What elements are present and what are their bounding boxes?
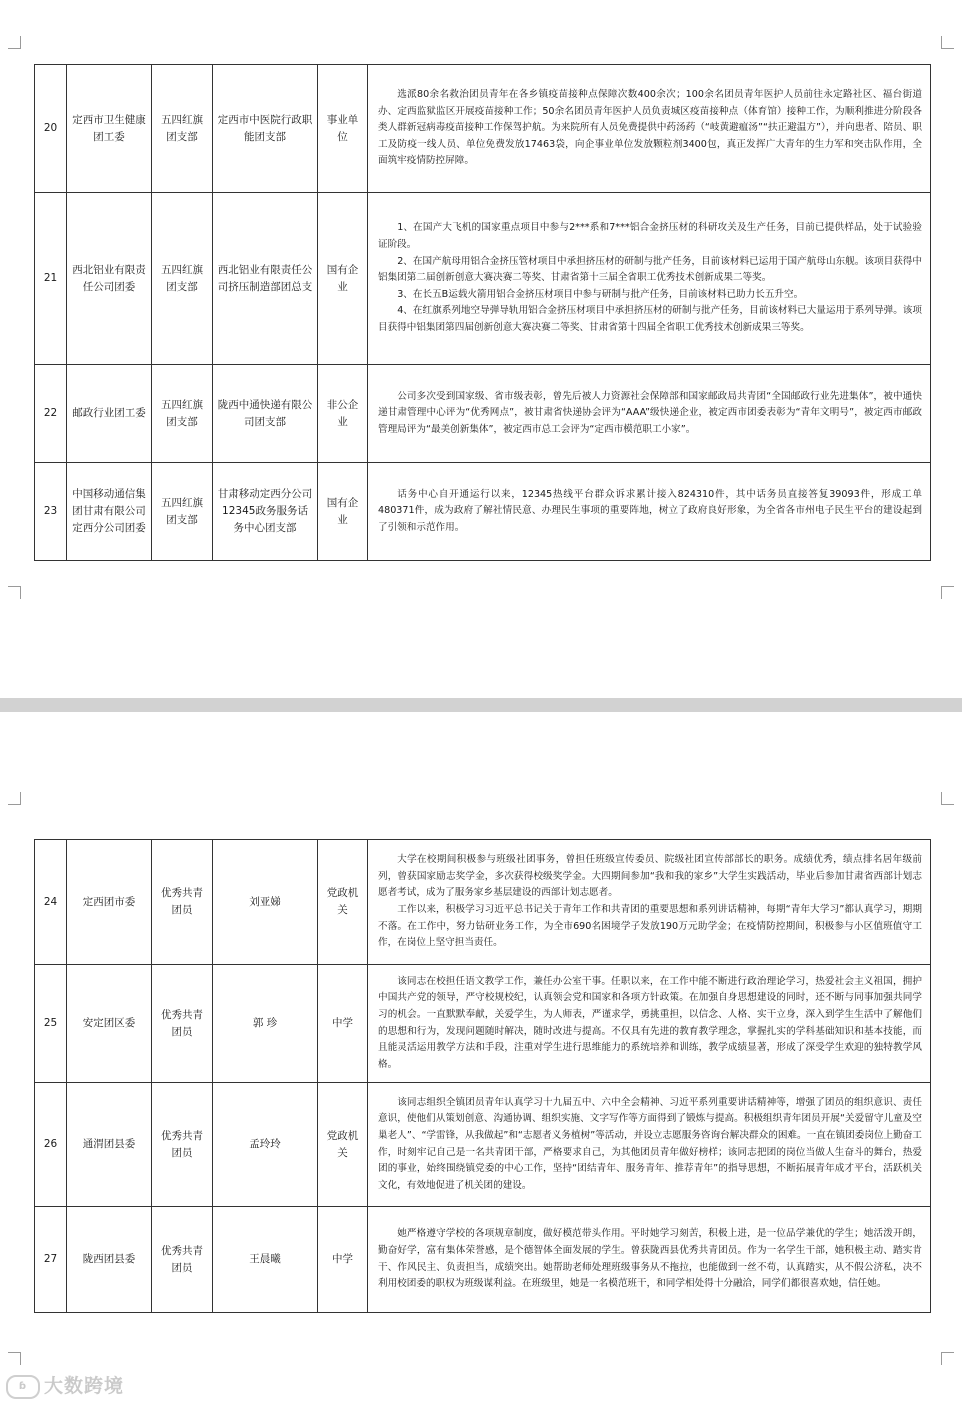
- description-cell: [368, 365, 931, 463]
- category-cell: 优秀共青团员: [152, 965, 213, 1083]
- crop-mark-bottom-left: [8, 586, 21, 599]
- document-page-1: [0, 0, 962, 698]
- category-cell: 优秀共青团员: [152, 1207, 213, 1313]
- table-row: [35, 1207, 931, 1313]
- row-number: 25: [35, 965, 67, 1083]
- name-cell: 郭 珍: [213, 965, 318, 1083]
- description-paragraph: 话务中心自开通运行以来，12345热线平台群众诉求累计接入824310件，其中话务员直接答复39093件，形成工单480371件，成为政府了解社情民意、办理民生事项的重要阵地，树立了政府良好形象，为全省各市州电子民生平台的建设起到了引领和示范作用。: [378, 488, 922, 533]
- unit-cell: 安定团区委: [67, 965, 152, 1083]
- table-row: [35, 193, 931, 365]
- category-cell: 五四红旗团支部: [152, 463, 213, 561]
- dsh-logo-icon: ɓ: [6, 1375, 40, 1399]
- document-page-2: [0, 712, 962, 1401]
- crop-mark-top-left: [8, 36, 21, 49]
- description-cell: [368, 965, 931, 1083]
- table-row: [35, 1083, 931, 1207]
- table-row: [35, 463, 931, 561]
- type-cell: 中学: [318, 965, 368, 1083]
- row-number: 26: [35, 1083, 67, 1207]
- crop-mark-top-right: [941, 36, 954, 49]
- type-cell: 国有企业: [318, 193, 368, 365]
- watermark-text: 大数跨境: [44, 1375, 125, 1397]
- page-separator: [0, 698, 962, 712]
- description-paragraph: 1、在国产大飞机的国家重点项目中参与2***系和7***铝合金挤压材的科研攻关及生产任务，目前已提供样品，处于试验验证阶段。: [378, 222, 922, 251]
- row-number: 23: [35, 463, 67, 561]
- table-row: [35, 840, 931, 965]
- description-paragraph: 3、在长五B运载火箭用铝合金挤压材项目中参与研制与批产任务，目前该材料已助力长五升空。: [397, 288, 804, 300]
- description-cell: [368, 1083, 931, 1207]
- description-paragraph: 公司多次受到国家级、省市级表彰，曾先后被人力资源社会保障部和国家邮政局共青团“全国邮政行业先进集体”，被中通快递甘肃管理中心评为“优秀网点”，被甘肃省快递协会评为“AAA”级快递企业，被定西市团委表彰为“青年文明号”，被定西市邮政管理局评为“最美创新集体”，被定西市总工会评为“定西市模范职工小家”。: [378, 390, 922, 435]
- name-cell: 陇西中通快递有限公司团支部: [213, 365, 318, 463]
- type-cell: 国有企业: [318, 463, 368, 561]
- row-number: 22: [35, 365, 67, 463]
- table-row: [35, 965, 931, 1083]
- description-cell: [368, 65, 931, 193]
- name-cell: 甘肃移动定西分公司12345政务服务话务中心团支部: [213, 463, 318, 561]
- crop-mark-top-left: [8, 792, 21, 805]
- watermark: [6, 1371, 124, 1399]
- description-paragraph: 她严格遵守学校的各项规章制度，做好模范带头作用。平时她学习刻苦，积极上进，是一位品学兼优的学生；她活泼开朗，勤奋好学，富有集体荣誉感，是个德智体全面发展的学生。曾获陇西县优秀共青团员。作为一名学生干部，她积极主动、踏实肯干、作风民主、负责担当，成绩突出。她帮助老师处理班级事务从不拖拉，也能做到一丝不苟，认真踏实，从不假公济私，决不利用校团委的职权为班级谋利益。在班级里，她是一名模范班干，和同学相处得十分融洽，同学们都很喜欢她，信任她。: [378, 1228, 922, 1290]
- unit-cell: 通渭团县委: [67, 1083, 152, 1207]
- description-paragraph: 工作以来，积极学习习近平总书记关于青年工作和共青团的重要思想和系列讲话精神，每期“青年大学习”都认真学习，期期不落。在工作中，努力钻研业务工作，为全市690名困境学子发放190万元助学金；在疫情防控期间，积极参与小区值班值守工作，在岗位上坚守担当责任。: [378, 904, 922, 949]
- type-cell: 非公企业: [318, 365, 368, 463]
- category-cell: 五四红旗团支部: [152, 365, 213, 463]
- unit-cell: 定西团市委: [67, 840, 152, 965]
- category-cell: 优秀共青团员: [152, 840, 213, 965]
- name-cell: 定西市中医院行政职能团支部: [213, 65, 318, 193]
- name-cell: 刘亚娣: [213, 840, 318, 965]
- table-row: [35, 65, 931, 193]
- row-number: 21: [35, 193, 67, 365]
- name-cell: 孟玲玲: [213, 1083, 318, 1207]
- description-paragraph: 4、在红旗系列地空导弹导轨用铝合金挤压材项目中承担挤压材的研制与批产任务，目前该材料已大量运用于系列导弹。该项目获得中铝集团第四届创新创意大赛决赛二等奖、甘肃省第十四届全省职工优秀技术创新成果三等奖。: [378, 305, 922, 333]
- honor-table-page-1: [34, 64, 931, 561]
- category-cell: 五四红旗团支部: [152, 193, 213, 365]
- unit-cell: 邮政行业团工委: [67, 365, 152, 463]
- description-cell: [368, 193, 931, 365]
- type-cell: 中学: [318, 1207, 368, 1313]
- name-cell: 王晨曦: [213, 1207, 318, 1313]
- row-number: 24: [35, 840, 67, 965]
- category-cell: 优秀共青团员: [152, 1083, 213, 1207]
- description-paragraph: 大学在校期间积极参与班级社团事务，曾担任班级宣传委员、院级社团宣传部部长的职务。成绩优秀，绩点排名居年级前列，曾获国家励志奖学金，多次获得校级奖学金。大四期间参加“我和我的家乡”大学生实践活动，毕业后参加甘肃省西部计划志愿者考试，成为了服务家乡基层建设的西部计划志愿者。: [378, 854, 922, 899]
- type-cell: 事业单位: [318, 65, 368, 193]
- unit-cell: 定西市卫生健康团工委: [67, 65, 152, 193]
- type-cell: 党政机关: [318, 840, 368, 965]
- unit-cell: 陇西团县委: [67, 1207, 152, 1313]
- description-paragraph: 该同志组织全镇团员青年认真学习十九届五中、六中全会精神、习近平系列重要讲话精神等，增强了团员的组织意识、责任意识，使他们从策划创意、沟通协调、组织实施、文字写作等方面得到了锻炼与提高。积极组织青年团员开展“关爱留守儿童及空巢老人”、“学雷锋，从我做起”和“志愿者义务植树”等活动，并设立志愿服务咨询台解决群众的困难。一直在镇团委岗位上勤奋工作，时刻牢记自己是一名共青团干部，严格要求自己，为其他团员青年做好榜样；该同志把团的岗位当做人生奋斗的舞台，热爱团的事业，始终围绕镇党委的中心工作，坚持“团结青年、服务青年、推荐青年”的指导思想，不断拓展青年成才平台，活跃机关文化，有效地促进了机关团的建设。: [378, 1096, 922, 1191]
- description-paragraph: 该同志在校担任语文教学工作，兼任办公室干事。任职以来，在工作中能不断进行政治理论学习，热爱社会主义祖国，拥护中国共产党的领导，严守校规校纪，认真领会党和国家和各项方针政策。在加强自身思想建设的同时，还不断与同事加强共同学习的机会。一直默默奉献，关爱学生，为人师表，严谨求学，勇挑重担，以信念、人格、实干立身，深入到学生生活中了解他们的思想和行为，发现问题随时解决，随时改进与提高。不仅具有先进的教育教学理念，掌握扎实的学科基础知识和基本技能，而且能灵活运用教学方法和手段，注重对学生进行思维能力的系统培养和训练，教学成绩显著，形成了深受学生欢迎的独特教学风格。: [378, 975, 922, 1070]
- row-number: 20: [35, 65, 67, 193]
- category-cell: 五四红旗团支部: [152, 65, 213, 193]
- type-cell: 党政机关: [318, 1083, 368, 1207]
- row-number: 27: [35, 1207, 67, 1313]
- crop-mark-bottom-left: [8, 1352, 21, 1365]
- crop-mark-bottom-right: [941, 1352, 954, 1365]
- description-cell: [368, 840, 931, 965]
- crop-mark-bottom-right: [941, 586, 954, 599]
- description-paragraph: 选派80余名救治团员青年在各乡镇疫苗接种点保障次数400余次；100余名团员青年医护人员前往永定路社区、福台街道办、定西监狱监区开展疫苗接种工作；50余名团员青年医护人员负责城区疫苗接种点（体育馆）接种工作，为顺利推进分阶段各类人群新冠病毒疫苗接种工作保驾护航。为来院所有人员免费提供中药汤药（“岐黄避瘟汤”“扶正避温方”），并向患者、陪员、职工及防疫一线人员、单位免费发放17463袋，向企事业单位发放颗粒剂3400包，真正发挥广大青年的生力军和突击队作用，全面筑牢疫情防控屏障。: [378, 89, 922, 167]
- crop-mark-top-right: [941, 792, 954, 805]
- description-cell: [368, 463, 931, 561]
- description-cell: [368, 1207, 931, 1313]
- honor-table-page-2: [34, 839, 931, 1313]
- name-cell: 西北铝业有限责任公司挤压制造部团总支: [213, 193, 318, 365]
- unit-cell: 中国移动通信集团甘肃有限公司定西分公司团委: [67, 463, 152, 561]
- unit-cell: 西北铝业有限责任公司团委: [67, 193, 152, 365]
- table-row: [35, 365, 931, 463]
- description-paragraph: 2、在国产航母用铝合金挤压管材项目中承担挤压材的研制与批产任务，目前该材料已运用于国产航母山东舰。该项目获得中铝集团第二届创新创意大赛决赛二等奖、甘肃省第十三届全省职工优秀技术创新成果二等奖。: [378, 255, 922, 284]
